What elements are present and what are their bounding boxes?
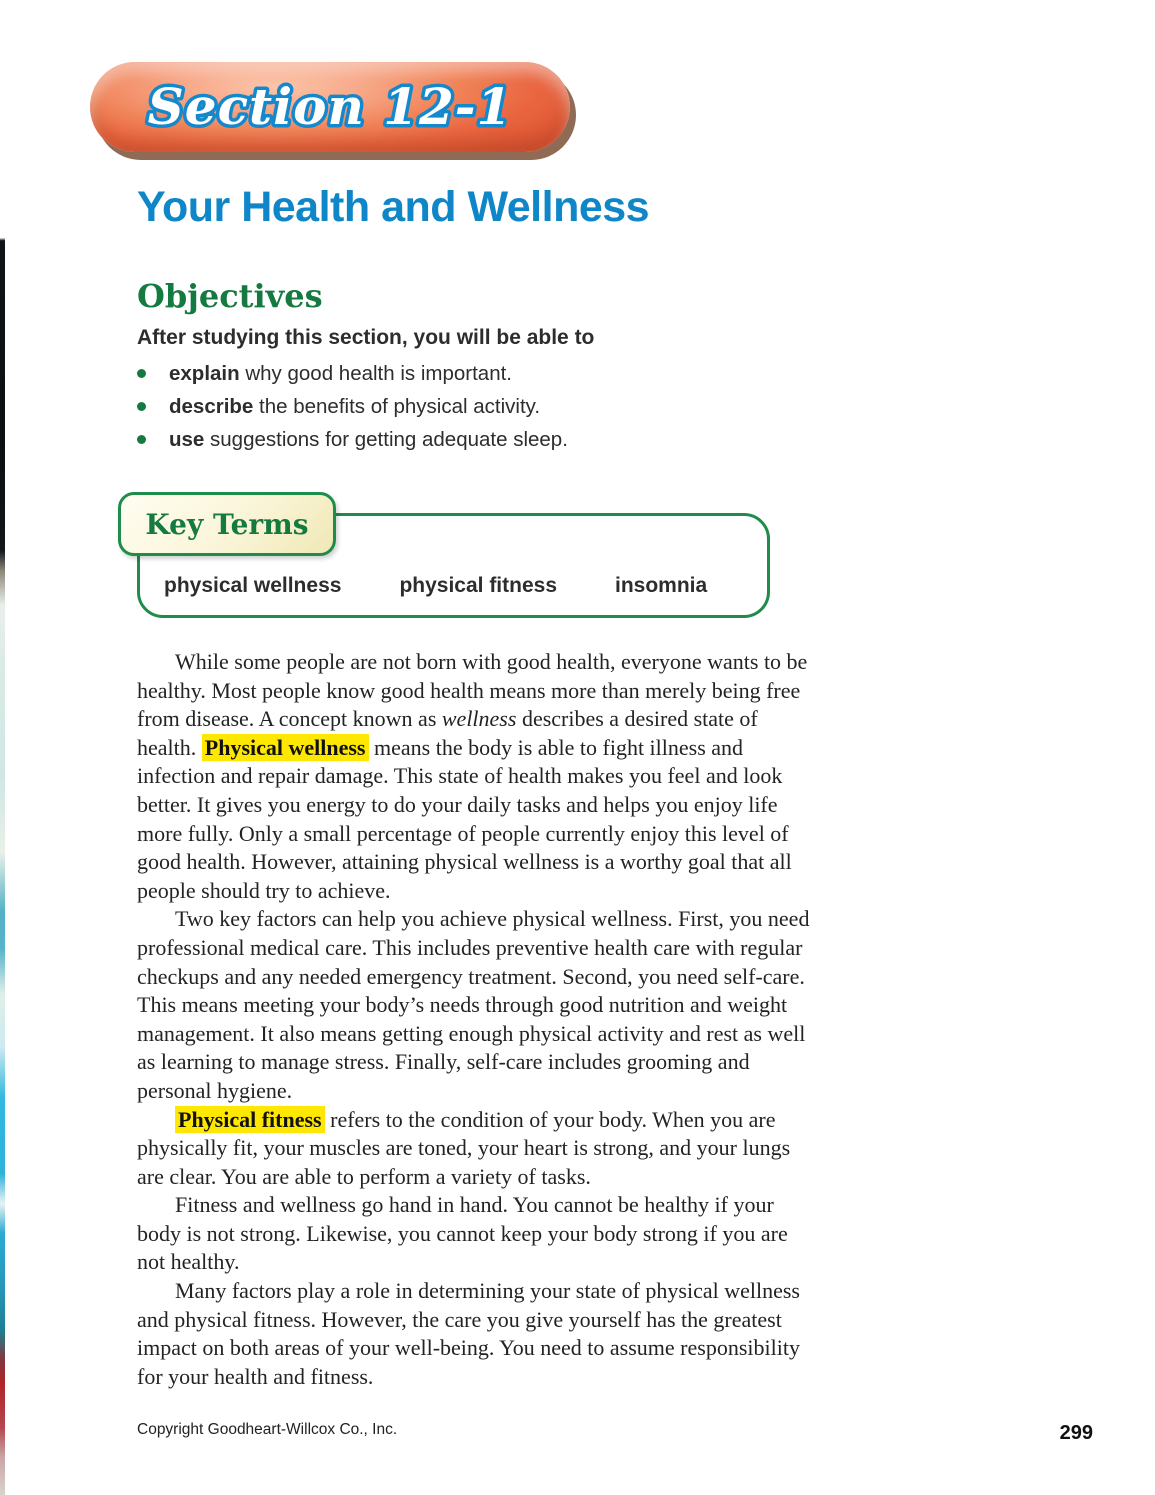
copyright-text: Copyright Goodheart-Willcox Co., Inc.: [137, 1421, 398, 1438]
page-title: Your Health and Wellness: [137, 183, 650, 231]
page-number: 299: [1059, 1422, 1093, 1444]
key-terms-heading: Key Terms: [145, 507, 309, 541]
objective-text: describe the benefits of physical activity.: [169, 394, 541, 418]
body-paragraph: While some people are not born with good health, everyone wants to be healthy. Most people know good health means more than merely being free from disease. A concept known as wellness describes a desired state of health. Physical wellness means the body is able to fight illness and infection and repair damage. This state of health makes you feel and look better. It gives you energy to do your daily tasks and helps you enjoy life more fully. Only a small percentage of people currently enjoy this level of good health. However, attaining physical wellness is a worthy goal that all people should try to achieve.: [137, 649, 808, 903]
key-terms-tab: [118, 492, 336, 556]
objective-item: [137, 390, 827, 423]
body-paragraph: Physical fitness refers to the condition of your body. When you are physically fit, your muscles are toned, your heart is strong, and your lungs are clear. You are able to perform a variety of tasks.: [137, 1106, 791, 1189]
objectives-section: [137, 277, 827, 456]
objectives-heading: Objectives: [137, 277, 323, 315]
article-body: [137, 648, 811, 1391]
objectives-list: [137, 357, 827, 456]
objective-item: [137, 357, 827, 390]
key-term: physical fitness: [399, 574, 557, 597]
highlighted-term: Physical wellness: [202, 734, 369, 761]
objective-text: use suggestions for getting adequate sleep.: [169, 427, 568, 451]
body-paragraph: Many factors play a role in determining your state of physical wellness and physical fitness. However, the care you give yourself has the greatest impact on both areas of your well-being. You need to assume responsibility for your health and fitness.: [137, 1278, 800, 1389]
bullet-icon: [137, 435, 146, 444]
bullet-icon: [137, 369, 146, 378]
objective-item: [137, 423, 827, 456]
section-badge-label: Section 12-1: [147, 77, 513, 136]
bullet-icon: [137, 402, 146, 411]
key-terms-list: [164, 574, 707, 598]
objectives-intro: After studying this section, you will be able to: [137, 326, 595, 349]
section-badge: [90, 62, 570, 152]
section-badge-art: [90, 62, 570, 152]
objective-text: explain why good health is important.: [169, 361, 512, 385]
highlighted-term: Physical fitness: [175, 1106, 325, 1133]
page-edge-image-sliver: [0, 0, 5, 1495]
key-term: physical wellness: [164, 574, 342, 597]
body-paragraph: Fitness and wellness go hand in hand. You cannot be healthy if your body is not strong. Likewise, you cannot keep your body strong if you are not healthy.: [137, 1192, 788, 1275]
key-term: insomnia: [615, 574, 708, 597]
body-paragraph: Two key factors can help you achieve physical wellness. First, you need professional medical care. This includes preventive health care with regular checkups and any needed emergency treatment. Second, you need self-care. This means meeting your body’s needs through good nutrition and weight management. It also means getting enough physical activity and rest as well as learning to manage stress. Finally, self-care includes grooming and personal hygiene.: [137, 906, 810, 1103]
